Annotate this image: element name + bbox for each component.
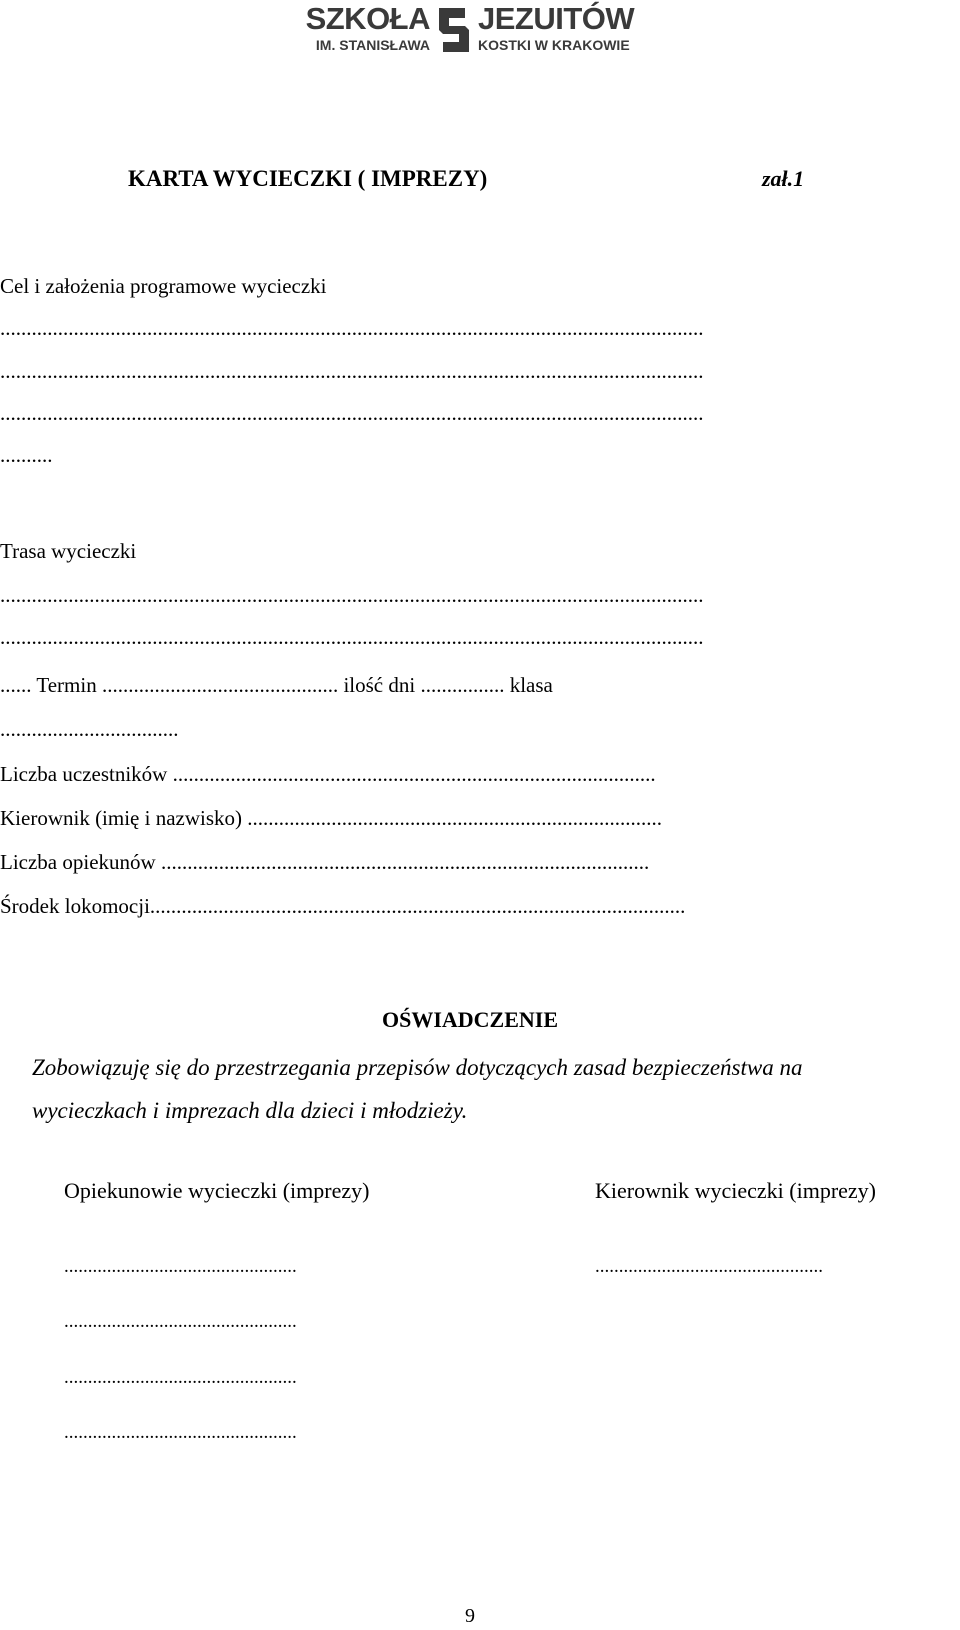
logo-right-block [478, 2, 658, 54]
goal-dots-line: ...................................................................................................................................... [0, 316, 704, 340]
logo-patron-last: KOSTKI W KRAKOWIE [478, 37, 630, 53]
logo-school-word: SZKOŁA [305, 1, 430, 36]
declaration-text-line: Zobowiązuję się do przestrzegania przepisów dotyczących zasad bezpieczeństwa na [32, 1055, 803, 1080]
guardian-signature-line: ................................................. [64, 1311, 297, 1332]
document-title: KARTA WYCIECZKI ( IMPREZY) [128, 166, 488, 191]
goal-dots-line: .......... [0, 443, 53, 467]
guardian-signature-line: ................................................. [64, 1367, 297, 1388]
route-dots-line: ...................................................................................................................................... [0, 625, 704, 649]
attachment-label: zał.1 [762, 166, 805, 191]
logo-patron-first: IM. STANISŁAWA [315, 37, 430, 53]
goal-dots-line: ...................................................................................................................................... [0, 359, 704, 383]
term-line: ...... Termin ............................................. ilość dni ................ klasa [0, 673, 553, 697]
leader-field: Kierownik (imię i nazwisko) ............................................................................... [0, 806, 663, 830]
leader-signature-label: Kierownik wycieczki (imprezy) [595, 1178, 876, 1203]
guardian-signature-line: ................................................. [64, 1256, 297, 1277]
page-number: 9 [465, 1605, 475, 1627]
class-dots-line: .................................. [0, 717, 179, 741]
declaration-text-line: wycieczkach i imprezach dla dzieci i młodzieży. [32, 1098, 468, 1123]
guardians-signature-label: Opiekunowie wycieczki (imprezy) [64, 1178, 370, 1203]
goal-dots-line: ...................................................................................................................................... [0, 401, 704, 425]
logo-emblem-icon [435, 4, 473, 56]
goal-label: Cel i założenia programowe wycieczki [0, 274, 327, 298]
guardians-count-field: Liczba opiekunów ............................................................................................. [0, 850, 650, 874]
guardian-signature-line: ................................................. [64, 1422, 297, 1443]
logo-jesuits-word: JEZUITÓW [478, 1, 635, 36]
route-dots-line: ...................................................................................................................................... [0, 583, 704, 607]
school-logo [280, 2, 660, 58]
declaration-heading: OŚWIADCZENIE [381, 1007, 559, 1032]
transport-field: Środek lokomocji...................................................................................................... [0, 894, 686, 918]
leader-signature-line: ................................................ [595, 1256, 823, 1277]
participants-field: Liczba uczestników ............................................................................................ [0, 762, 656, 786]
route-label: Trasa wycieczki [0, 539, 137, 563]
logo-left-block [280, 2, 430, 54]
